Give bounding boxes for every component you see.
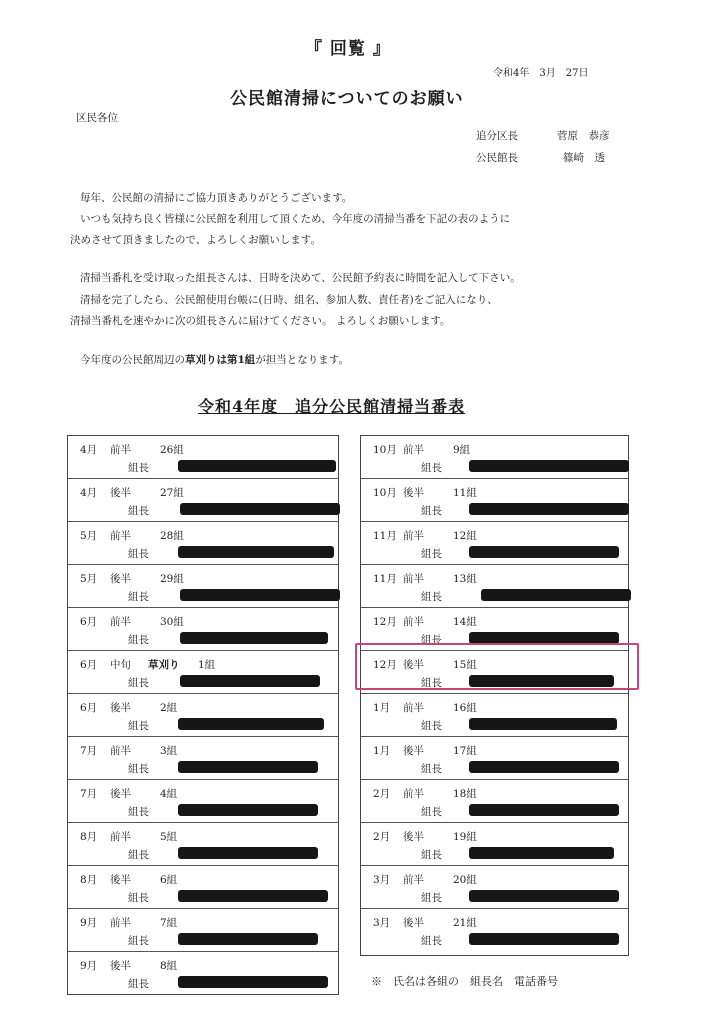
row-half: 前半 — [110, 917, 131, 929]
row-half: 後半 — [403, 659, 424, 671]
row-leader-label: 組長 — [128, 591, 149, 603]
row-half: 後半 — [403, 487, 424, 499]
row-leader-label: 組長 — [128, 806, 149, 818]
redacted-name — [180, 589, 340, 601]
row-leader-label: 組長 — [128, 677, 149, 689]
schedule-note: ※ 氏名は各組の 組長名 電話番号 — [371, 975, 558, 988]
row-half: 後半 — [110, 573, 131, 585]
row-month: 1月 — [373, 702, 391, 714]
schedule-row — [68, 866, 338, 909]
mowing-notice — [80, 352, 349, 367]
row-leader-label: 組長 — [421, 720, 442, 732]
row-month: 11月 — [373, 573, 397, 585]
row-half: 後半 — [110, 960, 131, 972]
redacted-name — [469, 804, 619, 816]
body-paragraph: 毎年、公民館の清掃にご協力頂きありがとうございます。 — [80, 192, 353, 204]
schedule-row — [361, 436, 628, 479]
row-leader-label: 組長 — [421, 849, 442, 861]
schedule-row — [68, 694, 338, 737]
row-month: 6月 — [80, 702, 98, 714]
row-leader-label: 組長 — [128, 462, 149, 474]
row-leader-label: 組長 — [128, 935, 149, 947]
schedule-row — [68, 522, 338, 565]
row-group: 15組 — [453, 659, 477, 671]
page-title: 公民館清掃についてのお願い — [230, 89, 464, 109]
schedule-row — [68, 651, 338, 694]
schedule-row — [361, 737, 628, 780]
row-half: 前半 — [110, 444, 131, 456]
row-group: 16組 — [453, 702, 477, 714]
redacted-name — [469, 546, 619, 558]
row-group: 7組 — [160, 917, 178, 929]
redacted-name — [178, 761, 318, 773]
row-half: 後半 — [403, 831, 424, 843]
row-group: 28組 — [160, 530, 184, 542]
signatory-role-2: 公民館長 — [476, 152, 518, 164]
row-half: 前半 — [110, 530, 131, 542]
row-leader-label: 組長 — [421, 591, 442, 603]
row-group: 30組 — [160, 616, 184, 628]
row-half: 前半 — [403, 530, 424, 542]
row-half: 後半 — [403, 917, 424, 929]
schedule-row — [68, 479, 338, 522]
body-paragraph: 清掃当番札を受け取った組長さんは、日時を決めて、公民館予約表に時間を記入して下さい。 — [80, 272, 521, 284]
row-leader-label: 組長 — [128, 978, 149, 990]
redacted-name — [469, 718, 617, 730]
row-group: 11組 — [453, 487, 477, 499]
row-leader-label: 組長 — [128, 634, 149, 646]
row-group: 2組 — [160, 702, 178, 714]
row-group: 17組 — [453, 745, 477, 757]
addressee: 区民各位 — [76, 112, 118, 124]
redacted-name — [178, 933, 318, 945]
redacted-name — [178, 976, 328, 988]
row-leader-label: 組長 — [128, 849, 149, 861]
row-leader-label: 組長 — [421, 677, 442, 689]
kairan-heading: 『 回覧 』 — [305, 39, 391, 59]
row-leader-label: 組長 — [128, 505, 149, 517]
row-leader-label: 組長 — [128, 763, 149, 775]
schedule-row — [361, 823, 628, 866]
row-group: 26組 — [160, 444, 184, 456]
row-group: 21組 — [453, 917, 477, 929]
schedule-row — [361, 866, 628, 909]
row-leader-label: 組長 — [421, 935, 442, 947]
row-half: 前半 — [110, 745, 131, 757]
row-month: 10月 — [373, 487, 397, 499]
schedule-row — [68, 737, 338, 780]
row-group: 8組 — [160, 960, 178, 972]
row-leader-label: 組長 — [421, 505, 442, 517]
row-month: 6月 — [80, 659, 98, 671]
row-group: 29組 — [160, 573, 184, 585]
schedule-left-column — [67, 435, 339, 995]
schedule-row — [361, 565, 628, 608]
redacted-name — [469, 503, 629, 515]
highlight-box — [355, 643, 639, 690]
row-group: 4組 — [160, 788, 178, 800]
row-half: 前半 — [110, 616, 131, 628]
body-paragraph: 決めさせて頂きましたので、よろしくお願いします。 — [70, 234, 321, 246]
row-month: 1月 — [373, 745, 391, 757]
row-half: 後半 — [110, 487, 131, 499]
schedule-row — [68, 436, 338, 479]
redacted-name — [178, 718, 324, 730]
schedule-row — [361, 694, 628, 737]
body-paragraph: いつも気持ち良く皆様に公民館を利用して頂くため、今年度の清掃当番を下記の表のように — [80, 213, 511, 225]
row-group: 20組 — [453, 874, 477, 886]
redacted-name — [178, 804, 318, 816]
schedule-row — [68, 565, 338, 608]
row-half: 中旬 — [110, 659, 131, 671]
body-paragraph: 清掃を完了したら、公民館使用台帳に(日時、組名、参加人数、責任者)をご記入になり、 — [80, 294, 498, 306]
row-half: 前半 — [403, 702, 424, 714]
signatory-role-1: 追分区長 — [476, 130, 518, 142]
redacted-name — [178, 546, 334, 558]
schedule-row — [361, 909, 628, 952]
row-month: 2月 — [373, 788, 391, 800]
row-leader-label: 組長 — [128, 720, 149, 732]
redacted-name — [469, 847, 614, 859]
row-month: 4月 — [80, 444, 98, 456]
row-month: 5月 — [80, 530, 98, 542]
mowing-suffix: が担当となります。 — [255, 354, 349, 366]
row-month: 9月 — [80, 917, 98, 929]
row-group: 14組 — [453, 616, 477, 628]
row-half: 後半 — [110, 788, 131, 800]
redacted-name — [469, 761, 619, 773]
schedule-row — [68, 909, 338, 952]
mowing-emphasis: 草刈りは第1組 — [185, 354, 256, 366]
row-group: 1組 — [198, 659, 216, 671]
redacted-name — [469, 460, 629, 472]
row-month: 8月 — [80, 831, 98, 843]
row-month: 4月 — [80, 487, 98, 499]
redacted-name — [178, 460, 336, 472]
row-group: 5組 — [160, 831, 178, 843]
schedule-row — [68, 823, 338, 866]
redacted-name — [469, 890, 619, 902]
row-group: 3組 — [160, 745, 178, 757]
row-group: 13組 — [453, 573, 477, 585]
schedule-right-column — [360, 435, 629, 956]
row-month: 12月 — [373, 659, 397, 671]
row-month: 11月 — [373, 530, 397, 542]
row-month: 12月 — [373, 616, 397, 628]
row-half: 後半 — [403, 745, 424, 757]
row-leader-label: 組長 — [421, 634, 442, 646]
row-month: 8月 — [80, 874, 98, 886]
mowing-prefix: 今年度の公民館周辺の — [80, 354, 185, 366]
row-leader-label: 組長 — [421, 806, 442, 818]
signatory-name-2: 篠崎 透 — [563, 152, 605, 164]
row-group: 19組 — [453, 831, 477, 843]
row-month: 3月 — [373, 874, 391, 886]
document-date: 令和4年 3月 27日 — [493, 68, 589, 79]
row-group: 6組 — [160, 874, 178, 886]
redacted-name — [180, 503, 340, 515]
row-month: 3月 — [373, 917, 391, 929]
schedule-row — [68, 608, 338, 651]
row-leader-label: 組長 — [128, 892, 149, 904]
row-month: 9月 — [80, 960, 98, 972]
row-month: 5月 — [80, 573, 98, 585]
redacted-name — [178, 847, 318, 859]
row-month: 7月 — [80, 745, 98, 757]
schedule-row — [361, 780, 628, 823]
row-month: 2月 — [373, 831, 391, 843]
row-month: 10月 — [373, 444, 397, 456]
row-leader-label: 組長 — [128, 548, 149, 560]
signatory-name-1: 菅原 恭彦 — [557, 130, 610, 142]
schedule-row — [361, 479, 628, 522]
row-month: 6月 — [80, 616, 98, 628]
schedule-title: 令和4年度 追分公民館清掃当番表 — [198, 397, 466, 416]
row-half: 前半 — [403, 874, 424, 886]
row-group: 27組 — [160, 487, 184, 499]
row-group: 12組 — [453, 530, 477, 542]
redacted-name — [180, 632, 328, 644]
schedule-row — [361, 522, 628, 565]
redacted-name — [469, 933, 619, 945]
redacted-name — [178, 890, 328, 902]
row-group: 9組 — [453, 444, 471, 456]
redacted-name — [180, 675, 320, 687]
row-half: 前半 — [403, 444, 424, 456]
row-leader-label: 組長 — [421, 548, 442, 560]
schedule-row — [68, 952, 338, 995]
row-half: 前半 — [403, 616, 424, 628]
row-leader-label: 組長 — [421, 462, 442, 474]
row-half: 前半 — [110, 831, 131, 843]
row-group: 18組 — [453, 788, 477, 800]
row-half: 後半 — [110, 874, 131, 886]
body-paragraph: 清掃当番札を速やかに次の組長さんに届けてください。 よろしくお願いします。 — [70, 315, 451, 327]
row-half: 前半 — [403, 788, 424, 800]
row-extra: 草刈り — [148, 659, 180, 671]
schedule-row — [68, 780, 338, 823]
row-leader-label: 組長 — [421, 763, 442, 775]
row-month: 7月 — [80, 788, 98, 800]
redacted-name — [481, 589, 631, 601]
row-half: 後半 — [110, 702, 131, 714]
row-half: 前半 — [403, 573, 424, 585]
row-leader-label: 組長 — [421, 892, 442, 904]
